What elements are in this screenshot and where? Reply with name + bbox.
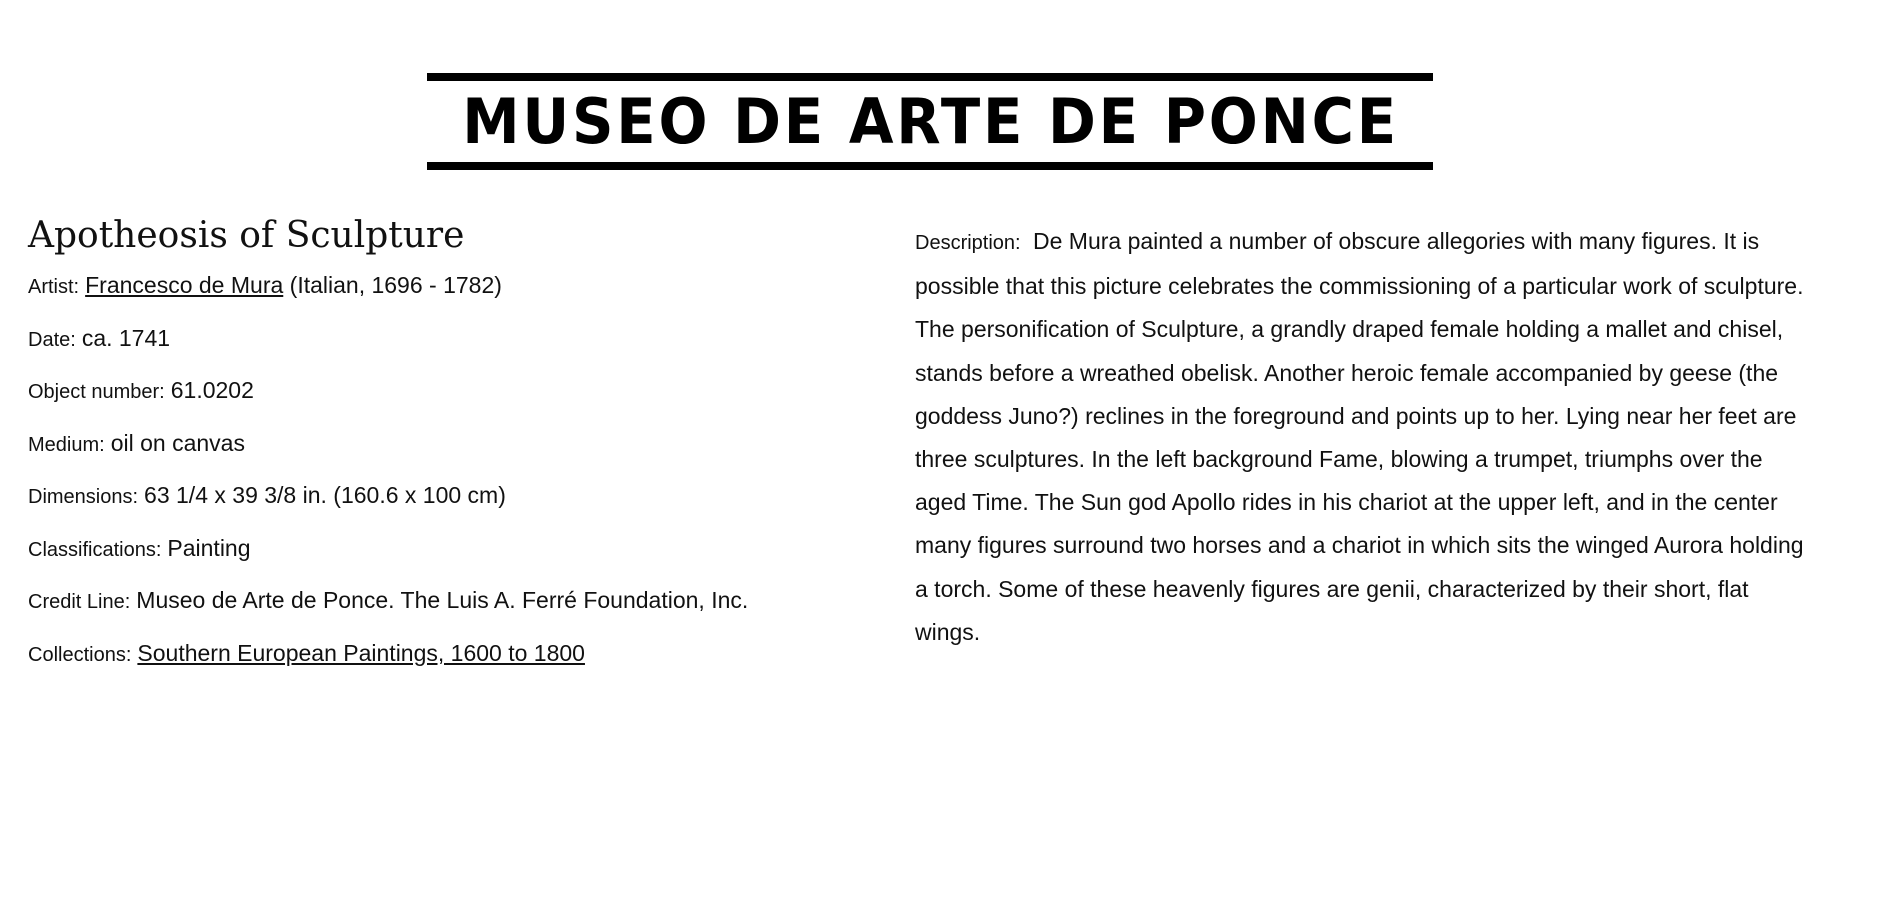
logo-bottom-rule xyxy=(427,162,1433,170)
object-title: Apotheosis of Sculpture xyxy=(28,215,465,256)
dimensions-value: 63 1/4 x 39 3/8 in. (160.6 x 100 cm) xyxy=(144,482,506,508)
collections-label: Collections: xyxy=(28,643,132,666)
artist-label: Artist: xyxy=(28,276,80,298)
credit-line-row xyxy=(28,585,878,638)
classifications-label: Classifications: xyxy=(28,538,162,561)
medium-value: oil on canvas xyxy=(110,429,245,456)
credit-line-label: Credit Line: xyxy=(28,591,131,613)
collections-link[interactable]: Southern European Paintings, 1600 to 1800 xyxy=(137,639,585,666)
object-number-row xyxy=(28,375,878,428)
collections-row xyxy=(28,638,878,691)
artist-row xyxy=(28,270,878,323)
logo-text: MUSEO DE ARTE DE PONCE xyxy=(462,85,1399,158)
classifications-value: Painting xyxy=(167,534,251,561)
date-row xyxy=(28,323,878,376)
object-number-value: 61.0202 xyxy=(170,377,254,403)
artist-link[interactable]: Francesco de Mura xyxy=(85,272,284,298)
description-label: Description: xyxy=(915,232,1021,254)
medium-row xyxy=(28,428,878,481)
object-details xyxy=(28,212,878,690)
museum-logo[interactable] xyxy=(427,73,1433,170)
dimensions-row xyxy=(28,480,878,533)
medium-label: Medium: xyxy=(28,433,105,456)
dimensions-label: Dimensions: xyxy=(28,486,139,508)
date-value: ca. 1741 xyxy=(81,324,171,351)
classifications-row xyxy=(28,533,878,586)
artist-info: (Italian, 1696 - 1782) xyxy=(283,272,502,298)
description xyxy=(915,220,1815,654)
object-number-label: Object number: xyxy=(28,381,165,403)
credit-line-value: Museo de Arte de Ponce. The Luis A. Ferré Foundation, Inc. xyxy=(136,587,749,613)
description-text: De Mura painted a number of obscure allegories with many figures. It is possible that this picture celebrates the commissioning of a particular work of sculpture. The personification of Sculpture, a grandly draped female holding a mallet and chisel, stands before a wreathed obelisk. Another heroic female accompanied by geese (the goddess Juno?) reclines in the foreground and points up to her. Lying near her feet are three sculptures. In the left background Fame, blowing a trumpet, triumphs over the aged Time. The Sun god Apollo rides in his chariot at the upper left, and in the center many figures surround two horses and a chariot in which sits the winged Aurora holding a torch. Some of these heavenly figures are genii, characterized by their short, flat wings. xyxy=(915,228,1804,645)
date-label: Date: xyxy=(28,328,76,351)
logo-top-rule xyxy=(427,73,1433,81)
